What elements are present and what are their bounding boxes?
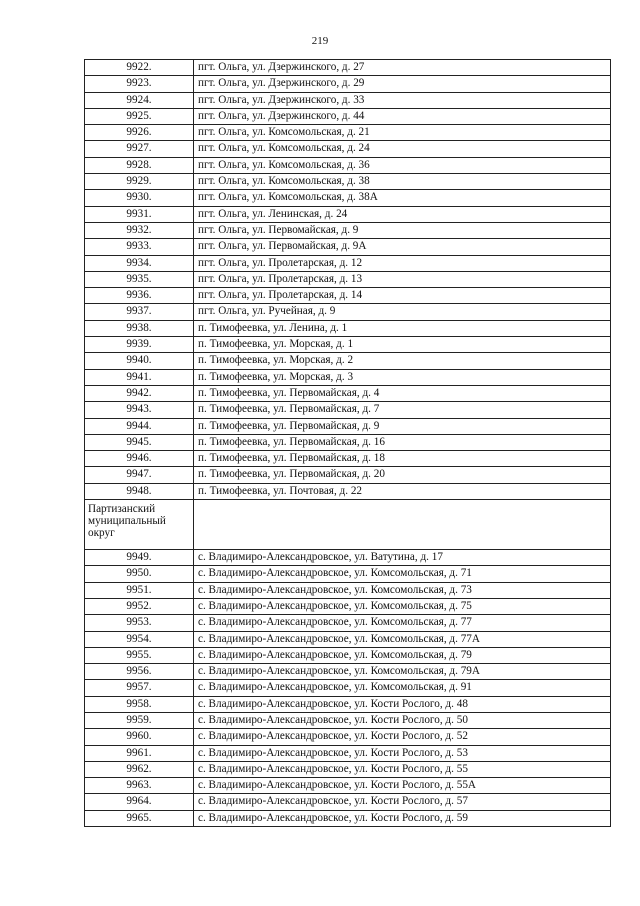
row-address: пгт. Ольга, ул. Первомайская, д. 9 bbox=[194, 222, 611, 238]
table-row bbox=[85, 92, 611, 108]
row-address: с. Владимиро-Александровское, ул. Кости Рослого, д. 53 bbox=[194, 745, 611, 761]
table-row bbox=[85, 353, 611, 369]
row-number: 9958. bbox=[85, 696, 194, 712]
table-row bbox=[85, 157, 611, 173]
table-row bbox=[85, 615, 611, 631]
row-number: 9924. bbox=[85, 92, 194, 108]
row-address: с. Владимиро-Александровское, ул. Кости Рослого, д. 57 bbox=[194, 794, 611, 810]
table-row bbox=[85, 239, 611, 255]
row-number: 9938. bbox=[85, 320, 194, 336]
row-address: пгт. Ольга, ул. Комсомольская, д. 38 bbox=[194, 174, 611, 190]
table-row bbox=[85, 337, 611, 353]
row-number: 9935. bbox=[85, 271, 194, 287]
table-row bbox=[85, 550, 611, 566]
row-address: п. Тимофеевка, ул. Первомайская, д. 4 bbox=[194, 385, 611, 401]
row-address: пгт. Ольга, ул. Комсомольская, д. 21 bbox=[194, 125, 611, 141]
row-address: с. Владимиро-Александровское, ул. Кости Рослого, д. 50 bbox=[194, 712, 611, 728]
row-address: с. Владимиро-Александровское, ул. Кости Рослого, д. 52 bbox=[194, 729, 611, 745]
section-row bbox=[85, 500, 611, 550]
row-number: 9965. bbox=[85, 810, 194, 826]
table-row bbox=[85, 712, 611, 728]
row-address: пгт. Ольга, ул. Комсомольская, д. 36 bbox=[194, 157, 611, 173]
row-address: с. Владимиро-Александровское, ул. Комсомольская, д. 91 bbox=[194, 680, 611, 696]
table-row bbox=[85, 206, 611, 222]
row-address: пгт. Ольга, ул. Дзержинского, д. 44 bbox=[194, 108, 611, 124]
row-address: пгт. Ольга, ул. Ленинская, д. 24 bbox=[194, 206, 611, 222]
row-number: 9936. bbox=[85, 288, 194, 304]
row-address: пгт. Ольга, ул. Ручейная, д. 9 bbox=[194, 304, 611, 320]
table-row bbox=[85, 794, 611, 810]
table-row bbox=[85, 402, 611, 418]
row-address: п. Тимофеевка, ул. Первомайская, д. 18 bbox=[194, 451, 611, 467]
table-row bbox=[85, 76, 611, 92]
row-number: 9937. bbox=[85, 304, 194, 320]
table-row bbox=[85, 255, 611, 271]
table-row bbox=[85, 385, 611, 401]
row-number: 9939. bbox=[85, 337, 194, 353]
row-number: 9922. bbox=[85, 60, 194, 76]
row-number: 9926. bbox=[85, 125, 194, 141]
row-number: 9933. bbox=[85, 239, 194, 255]
row-number: 9956. bbox=[85, 664, 194, 680]
row-address: с. Владимиро-Александровское, ул. Кости Рослого, д. 59 bbox=[194, 810, 611, 826]
row-address: с. Владимиро-Александровское, ул. Кости Рослого, д. 55 bbox=[194, 761, 611, 777]
table-row bbox=[85, 810, 611, 826]
section-empty-cell bbox=[194, 500, 611, 550]
row-number: 9963. bbox=[85, 778, 194, 794]
row-number: 9957. bbox=[85, 680, 194, 696]
table-row bbox=[85, 761, 611, 777]
table-body-top bbox=[85, 60, 611, 500]
row-address: пгт. Ольга, ул. Пролетарская, д. 12 bbox=[194, 255, 611, 271]
table-row bbox=[85, 778, 611, 794]
table-row bbox=[85, 680, 611, 696]
row-number: 9946. bbox=[85, 451, 194, 467]
row-address: с. Владимиро-Александровское, ул. Ватутина, д. 17 bbox=[194, 550, 611, 566]
row-number: 9950. bbox=[85, 566, 194, 582]
row-number: 9962. bbox=[85, 761, 194, 777]
row-number: 9943. bbox=[85, 402, 194, 418]
table-row bbox=[85, 434, 611, 450]
row-address: пгт. Ольга, ул. Пролетарская, д. 14 bbox=[194, 288, 611, 304]
row-address: с. Владимиро-Александровское, ул. Комсомольская, д. 79А bbox=[194, 664, 611, 680]
row-number: 9952. bbox=[85, 598, 194, 614]
table-row bbox=[85, 582, 611, 598]
row-address: п. Тимофеевка, ул. Морская, д. 1 bbox=[194, 337, 611, 353]
row-number: 9947. bbox=[85, 467, 194, 483]
table-row bbox=[85, 696, 611, 712]
row-number: 9932. bbox=[85, 222, 194, 238]
row-number: 9940. bbox=[85, 353, 194, 369]
table-row bbox=[85, 222, 611, 238]
table-row bbox=[85, 451, 611, 467]
table-row bbox=[85, 566, 611, 582]
row-address: п. Тимофеевка, ул. Морская, д. 2 bbox=[194, 353, 611, 369]
section-label: Партизанский муниципальный округ bbox=[85, 500, 194, 550]
row-number: 9928. bbox=[85, 157, 194, 173]
table-row bbox=[85, 483, 611, 499]
table-row bbox=[85, 304, 611, 320]
row-address: п. Тимофеевка, ул. Ленина, д. 1 bbox=[194, 320, 611, 336]
row-number: 9923. bbox=[85, 76, 194, 92]
row-number: 9954. bbox=[85, 631, 194, 647]
row-number: 9945. bbox=[85, 434, 194, 450]
table-row bbox=[85, 174, 611, 190]
row-address: пгт. Ольга, ул. Дзержинского, д. 33 bbox=[194, 92, 611, 108]
address-table bbox=[84, 59, 611, 827]
table-body-bottom bbox=[85, 550, 611, 827]
row-number: 9948. bbox=[85, 483, 194, 499]
row-address: п. Тимофеевка, ул. Первомайская, д. 16 bbox=[194, 434, 611, 450]
row-address: пгт. Ольга, ул. Комсомольская, д. 38А bbox=[194, 190, 611, 206]
row-address: п. Тимофеевка, ул. Морская, д. 3 bbox=[194, 369, 611, 385]
row-address: пгт. Ольга, ул. Первомайская, д. 9А bbox=[194, 239, 611, 255]
section-header bbox=[85, 500, 611, 550]
row-number: 9959. bbox=[85, 712, 194, 728]
row-address: с. Владимиро-Александровское, ул. Кости Рослого, д. 48 bbox=[194, 696, 611, 712]
row-number: 9942. bbox=[85, 385, 194, 401]
table-row bbox=[85, 369, 611, 385]
row-address: пгт. Ольга, ул. Дзержинского, д. 29 bbox=[194, 76, 611, 92]
page-number: 219 bbox=[311, 35, 329, 47]
row-number: 9934. bbox=[85, 255, 194, 271]
row-address: с. Владимиро-Александровское, ул. Кости Рослого, д. 55А bbox=[194, 778, 611, 794]
table-row bbox=[85, 108, 611, 124]
row-address: с. Владимиро-Александровское, ул. Комсомольская, д. 73 bbox=[194, 582, 611, 598]
row-number: 9955. bbox=[85, 647, 194, 663]
row-address: пгт. Ольга, ул. Дзержинского, д. 27 bbox=[194, 60, 611, 76]
row-address: с. Владимиро-Александровское, ул. Комсомольская, д. 75 bbox=[194, 598, 611, 614]
table-row bbox=[85, 271, 611, 287]
row-address: п. Тимофеевка, ул. Первомайская, д. 20 bbox=[194, 467, 611, 483]
table-row bbox=[85, 729, 611, 745]
table-row bbox=[85, 745, 611, 761]
row-address: с. Владимиро-Александровское, ул. Комсомольская, д. 71 bbox=[194, 566, 611, 582]
row-number: 9925. bbox=[85, 108, 194, 124]
table-row bbox=[85, 320, 611, 336]
table-row bbox=[85, 288, 611, 304]
row-number: 9961. bbox=[85, 745, 194, 761]
table-row bbox=[85, 647, 611, 663]
table-row bbox=[85, 598, 611, 614]
row-address: п. Тимофеевка, ул. Первомайская, д. 7 bbox=[194, 402, 611, 418]
row-address: с. Владимиро-Александровское, ул. Комсомольская, д. 77А bbox=[194, 631, 611, 647]
row-number: 9927. bbox=[85, 141, 194, 157]
row-number: 9960. bbox=[85, 729, 194, 745]
table-row bbox=[85, 141, 611, 157]
row-address: п. Тимофеевка, ул. Первомайская, д. 9 bbox=[194, 418, 611, 434]
row-address: п. Тимофеевка, ул. Почтовая, д. 22 bbox=[194, 483, 611, 499]
row-number: 9949. bbox=[85, 550, 194, 566]
row-number: 9951. bbox=[85, 582, 194, 598]
row-number: 9941. bbox=[85, 369, 194, 385]
row-number: 9929. bbox=[85, 174, 194, 190]
row-number: 9944. bbox=[85, 418, 194, 434]
row-address: с. Владимиро-Александровское, ул. Комсомольская, д. 79 bbox=[194, 647, 611, 663]
table-row bbox=[85, 418, 611, 434]
row-number: 9953. bbox=[85, 615, 194, 631]
table-row bbox=[85, 467, 611, 483]
row-number: 9964. bbox=[85, 794, 194, 810]
table-row bbox=[85, 631, 611, 647]
table-row bbox=[85, 190, 611, 206]
table-row bbox=[85, 60, 611, 76]
row-address: пгт. Ольга, ул. Комсомольская, д. 24 bbox=[194, 141, 611, 157]
row-number: 9931. bbox=[85, 206, 194, 222]
row-number: 9930. bbox=[85, 190, 194, 206]
table-row bbox=[85, 125, 611, 141]
row-address: с. Владимиро-Александровское, ул. Комсомольская, д. 77 bbox=[194, 615, 611, 631]
row-address: пгт. Ольга, ул. Пролетарская, д. 13 bbox=[194, 271, 611, 287]
table-row bbox=[85, 664, 611, 680]
